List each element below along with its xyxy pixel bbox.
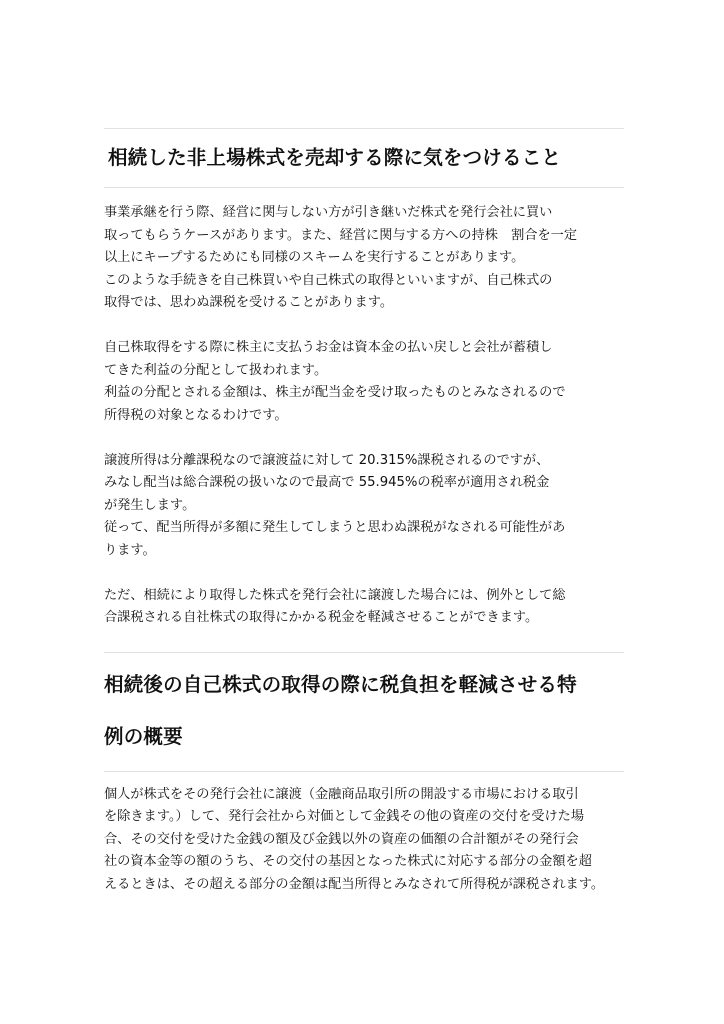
section2-heading-line: 相続後の自己株式の取得の際に税負担を軽減させる特 (104, 672, 577, 696)
section1-paragraph-4 (104, 585, 624, 630)
text-line: 合、その交付を受けた金銭の額及び金銭以外の資産の価額の合計額がその発行会 (104, 831, 579, 847)
text-line: 利益の分配とされる金額は、株主が配当金を受け取ったものとみなされるので (104, 385, 566, 400)
text-line: 自己株取得をする際に株主に支払うお金は資本金の払い戻しと会社が蓄積し (104, 340, 553, 355)
section1-paragraph-2 (104, 337, 624, 427)
section1-heading: 相続した非上場株式を売却する際に気をつけること (108, 146, 562, 169)
text-line: 事業承継を行う際、経営に関与しない方が引き継いだ株式を発行会社に買い (104, 205, 553, 220)
section1-body (104, 202, 624, 630)
section2-heading-line: 例の概要 (104, 724, 183, 748)
top-margin (104, 0, 624, 128)
section2-paragraph-1 (104, 784, 624, 897)
text-line: 従って、配当所得が多額に発生してしまうと思わぬ課税がなされる可能性があ (104, 520, 566, 535)
text-line: を除きます。）して、発行会社から対価として金銭その他の資産の交付を受けた場 (104, 809, 585, 824)
section1-paragraph-3 (104, 450, 624, 563)
text-line: ただ、相続により取得した株式を発行会社に譲渡した場合には、例外として総 (104, 587, 566, 603)
text-line: てきた利益の分配として扱われます。 (104, 362, 328, 378)
text-line: 以上にキープするためにも同様のスキームを実行することがあります。 (104, 250, 525, 265)
text-line: 取得では、思わぬ課税を受けることがあります。 (104, 295, 394, 310)
section1-paragraph-1 (104, 202, 624, 315)
text-line: 個人が株式をその発行会社に譲渡（金融商品取引所の開設する市場における取引 (104, 786, 579, 802)
section2-body (104, 784, 624, 897)
text-line: 譲渡所得は分離課税なので譲渡益に対して 20.315%課税されるのですが、 (104, 452, 550, 468)
text-line: みなし配当は総合課税の扱いなので最高で 55.945%の税率が適用され税金 (104, 475, 550, 490)
text-line: 社の資本金等の額のうち、その交付の基因となった株式に対応する部分の金額を超 (104, 854, 592, 869)
section2-heading (104, 653, 624, 771)
text-line: が発生します。 (104, 497, 196, 513)
text-line: えるときは、その超える部分の金額は配当所得とみなされて所得税が課税されます。 (104, 876, 605, 892)
text-line: 合課税される自社株式の取得にかかる税金を軽減させることができます。 (104, 610, 539, 625)
text-line: ります。 (104, 542, 156, 558)
text-line: 取ってもらうケースがあります。また、経営に関与する方への持株 割合を一定 (104, 227, 578, 243)
text-line: このような手続きを自己株買いや自己株式の取得といいますが、自己株式の (104, 272, 553, 288)
text-line: 所得税の対象となるわけです。 (104, 407, 288, 423)
